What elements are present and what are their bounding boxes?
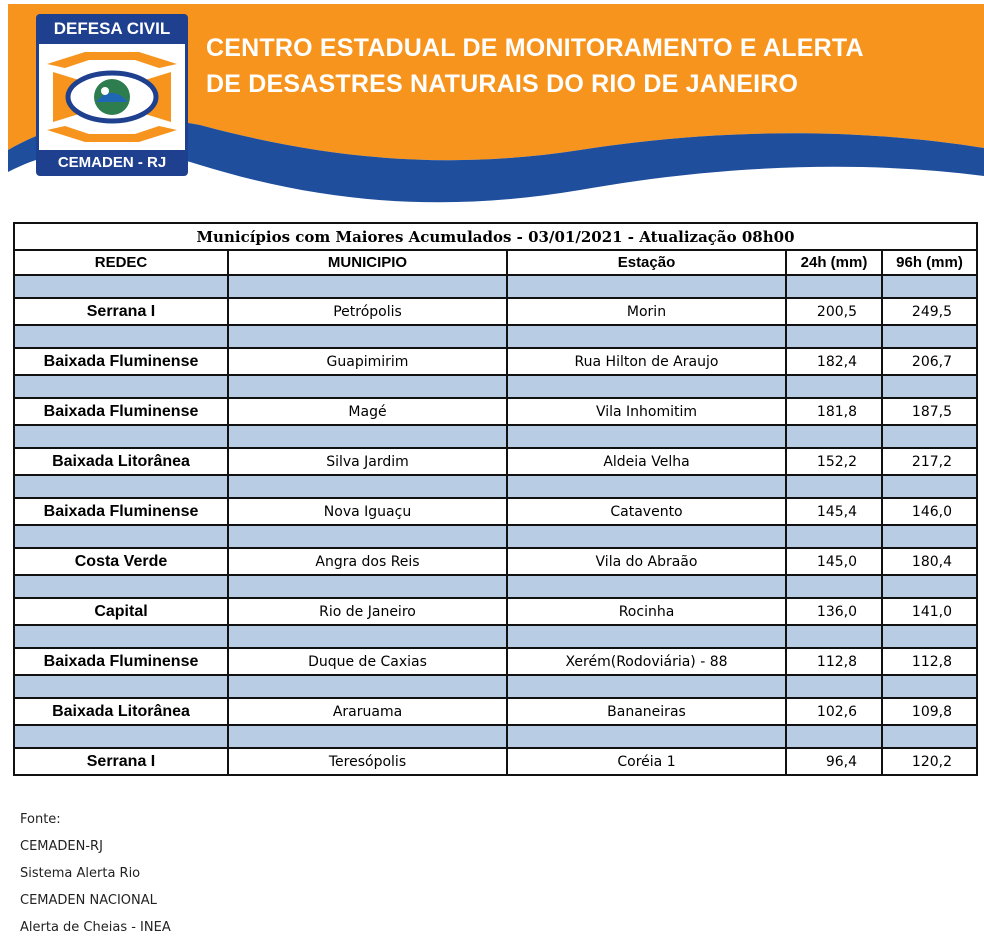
spacer-cell	[882, 675, 977, 698]
spacer-cell	[507, 375, 786, 398]
cell-municipio: Magé	[228, 398, 507, 425]
cell-estacao: Aldeia Velha	[507, 448, 786, 475]
cell-redec: Capital	[14, 598, 228, 625]
header-redec: REDEC	[14, 250, 228, 275]
cell-96h: 249,5	[882, 298, 977, 325]
cell-24h: 200,5	[786, 298, 882, 325]
spacer-cell	[507, 475, 786, 498]
spacer-cell	[228, 475, 507, 498]
table-row	[14, 698, 977, 725]
spacer-cell	[14, 275, 228, 298]
table-title: Municípios com Maiores Acumulados - 03/01/2021 - Atualização 08h00	[14, 223, 977, 250]
cell-24h: 136,0	[786, 598, 882, 625]
cell-estacao: Vila Inhomitim	[507, 398, 786, 425]
spacer-cell	[786, 375, 882, 398]
cell-96h: 141,0	[882, 598, 977, 625]
spacer-cell	[14, 725, 228, 748]
banner-title-line1: CENTRO ESTADUAL DE MONITORAMENTO E ALERTA	[206, 34, 864, 62]
cell-estacao: Bananeiras	[507, 698, 786, 725]
banner-title	[206, 30, 864, 102]
cell-municipio: Nova Iguaçu	[228, 498, 507, 525]
cell-redec: Costa Verde	[14, 548, 228, 575]
cell-municipio: Rio de Janeiro	[228, 598, 507, 625]
spacer-cell	[507, 275, 786, 298]
cell-redec: Baixada Litorânea	[14, 698, 228, 725]
cell-96h: 112,8	[882, 648, 977, 675]
cell-24h: 96,4	[786, 748, 882, 775]
cell-96h: 120,2	[882, 748, 977, 775]
spacer-cell	[507, 625, 786, 648]
eye-icon	[39, 44, 185, 150]
cell-96h: 109,8	[882, 698, 977, 725]
spacer-cell	[507, 725, 786, 748]
spacer-cell	[882, 525, 977, 548]
table-row	[14, 298, 977, 325]
cell-municipio: Teresópolis	[228, 748, 507, 775]
spacer-cell	[228, 725, 507, 748]
spacer-cell	[786, 725, 882, 748]
table-row	[14, 598, 977, 625]
header-24h: 24h (mm)	[786, 250, 882, 275]
cell-municipio: Petrópolis	[228, 298, 507, 325]
spacer-cell	[14, 475, 228, 498]
cell-24h: 145,4	[786, 498, 882, 525]
spacer-cell	[882, 625, 977, 648]
source-item: CEMADEN-RJ	[20, 839, 103, 854]
spacer-cell	[228, 375, 507, 398]
spacer-row	[14, 375, 977, 398]
cell-estacao: Rua Hilton de Araujo	[507, 348, 786, 375]
cell-municipio: Araruama	[228, 698, 507, 725]
cell-redec: Baixada Fluminense	[14, 498, 228, 525]
spacer-row	[14, 325, 977, 348]
spacer-row	[14, 725, 977, 748]
source-item: CEMADEN NACIONAL	[20, 893, 157, 908]
spacer-cell	[786, 675, 882, 698]
spacer-cell	[228, 425, 507, 448]
cell-96h: 206,7	[882, 348, 977, 375]
cell-municipio: Silva Jardim	[228, 448, 507, 475]
cell-estacao: Vila do Abraão	[507, 548, 786, 575]
spacer-cell	[507, 575, 786, 598]
header-banner	[0, 0, 984, 222]
cell-24h: 145,0	[786, 548, 882, 575]
header-municipio: MUNICIPIO	[228, 250, 507, 275]
source-item: Sistema Alerta Rio	[20, 866, 141, 881]
logo-emblem	[36, 44, 188, 150]
spacer-cell	[228, 625, 507, 648]
spacer-cell	[882, 375, 977, 398]
source-item: Alerta de Cheias - INEA	[20, 920, 171, 935]
cell-24h: 112,8	[786, 648, 882, 675]
spacer-row	[14, 275, 977, 298]
spacer-row	[14, 525, 977, 548]
cell-redec: Serrana I	[14, 748, 228, 775]
cell-24h: 182,4	[786, 348, 882, 375]
table-row	[14, 448, 977, 475]
spacer-row	[14, 675, 977, 698]
spacer-cell	[14, 325, 228, 348]
cell-municipio: Guapimirim	[228, 348, 507, 375]
spacer-cell	[882, 325, 977, 348]
spacer-cell	[882, 575, 977, 598]
cell-redec: Baixada Fluminense	[14, 648, 228, 675]
spacer-cell	[786, 275, 882, 298]
spacer-cell	[507, 425, 786, 448]
cell-municipio: Duque de Caxias	[228, 648, 507, 675]
spacer-cell	[228, 325, 507, 348]
spacer-cell	[882, 475, 977, 498]
cell-96h: 146,0	[882, 498, 977, 525]
spacer-cell	[228, 525, 507, 548]
spacer-row	[14, 625, 977, 648]
spacer-row	[14, 575, 977, 598]
cell-96h: 217,2	[882, 448, 977, 475]
spacer-row	[14, 475, 977, 498]
cell-estacao: Catavento	[507, 498, 786, 525]
cell-redec: Baixada Fluminense	[14, 398, 228, 425]
cell-estacao: Morin	[507, 298, 786, 325]
spacer-cell	[14, 575, 228, 598]
header-96h: 96h (mm)	[882, 250, 977, 275]
cell-96h: 180,4	[882, 548, 977, 575]
cell-24h: 102,6	[786, 698, 882, 725]
sources-list	[20, 806, 171, 941]
spacer-cell	[786, 425, 882, 448]
table-row	[14, 748, 977, 775]
cell-24h: 152,2	[786, 448, 882, 475]
spacer-cell	[228, 675, 507, 698]
table-row	[14, 348, 977, 375]
spacer-cell	[882, 425, 977, 448]
table-row	[14, 648, 977, 675]
spacer-cell	[507, 675, 786, 698]
spacer-cell	[14, 675, 228, 698]
spacer-cell	[228, 575, 507, 598]
cell-24h: 181,8	[786, 398, 882, 425]
cell-estacao: Coréia 1	[507, 748, 786, 775]
spacer-cell	[786, 525, 882, 548]
spacer-cell	[228, 275, 507, 298]
cemaden-logo	[36, 14, 188, 176]
spacer-cell	[507, 525, 786, 548]
cell-96h: 187,5	[882, 398, 977, 425]
table-row	[14, 498, 977, 525]
spacer-cell	[14, 525, 228, 548]
banner-title-line2: DE DESASTRES NATURAIS DO RIO DE JANEIRO	[206, 70, 799, 98]
spacer-cell	[786, 475, 882, 498]
cell-redec: Baixada Fluminense	[14, 348, 228, 375]
spacer-cell	[786, 325, 882, 348]
spacer-cell	[14, 375, 228, 398]
spacer-cell	[507, 325, 786, 348]
spacer-cell	[14, 425, 228, 448]
spacer-cell	[14, 625, 228, 648]
header-estacao: Estação	[507, 250, 786, 275]
cell-estacao: Rocinha	[507, 598, 786, 625]
logo-bottom-text: CEMADEN - RJ	[36, 150, 188, 176]
spacer-cell	[882, 275, 977, 298]
cell-redec: Baixada Litorânea	[14, 448, 228, 475]
spacer-row	[14, 425, 977, 448]
sources-label: Fonte:	[20, 812, 61, 827]
rainfall-table	[13, 222, 978, 776]
cell-municipio: Angra dos Reis	[228, 548, 507, 575]
logo-top-text: DEFESA CIVIL	[36, 14, 188, 44]
spacer-cell	[786, 625, 882, 648]
spacer-cell	[786, 575, 882, 598]
table-header-row	[14, 250, 977, 275]
cell-estacao: Xerém(Rodoviária) - 88	[507, 648, 786, 675]
cell-redec: Serrana I	[14, 298, 228, 325]
spacer-cell	[882, 725, 977, 748]
table-row	[14, 398, 977, 425]
table-row	[14, 548, 977, 575]
